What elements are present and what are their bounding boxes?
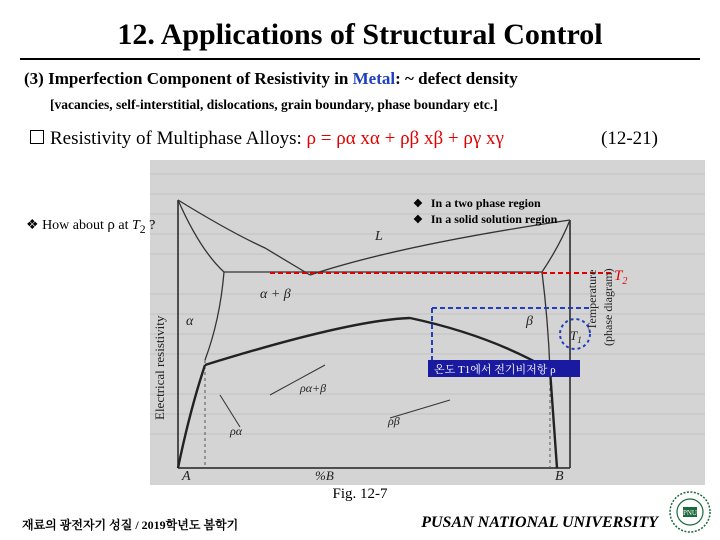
question-suffix: ? bbox=[145, 218, 156, 233]
page-title: 12. Applications of Structural Control bbox=[117, 18, 603, 51]
x-label-percent-b: %B bbox=[315, 468, 334, 483]
label-rho-alpha: ρα bbox=[230, 424, 243, 438]
note-solid-solution bbox=[413, 212, 557, 227]
t1-label: $T_1$ bbox=[570, 328, 582, 345]
label-rho-beta: ρβ bbox=[388, 414, 400, 428]
label-alpha: α bbox=[186, 314, 194, 329]
subtitle-suffix: : ~ defect density bbox=[395, 69, 518, 88]
resistivity-formula: ρ = ρα xα + ρβ xβ + ργ xγ bbox=[306, 128, 504, 149]
question-middle: at bbox=[114, 218, 132, 233]
label-beta: β bbox=[526, 314, 533, 329]
subtitle-metal: Metal bbox=[352, 69, 396, 88]
square-bullet-icon bbox=[30, 130, 44, 144]
korean-caption: 온도 T1에서 전기비저항 ρ bbox=[434, 364, 556, 376]
right-label-phase-diagram: (phase diagram) bbox=[601, 268, 615, 346]
university-logo-icon bbox=[668, 490, 712, 534]
label-alpha-beta: α + β bbox=[260, 287, 291, 302]
diamond-bullet-icon: ❖ bbox=[413, 214, 423, 226]
subtitle bbox=[24, 69, 518, 89]
note-two-phase bbox=[413, 196, 541, 211]
figure-caption: Fig. 12-7 bbox=[332, 486, 388, 502]
section-label: Resistivity of Multiphase Alloys: bbox=[50, 128, 307, 149]
question-rho: ρ bbox=[107, 217, 115, 233]
question-prefix: How about bbox=[42, 218, 108, 233]
equation-number: (12-21) bbox=[601, 128, 658, 149]
label-liquid: L bbox=[375, 229, 383, 244]
x-label-b: B bbox=[555, 469, 564, 484]
question-line bbox=[26, 217, 155, 236]
note-two-phase-text: In a two phase region bbox=[430, 196, 541, 210]
subtitle-prefix: (3) Imperfection Component of Resistivity in bbox=[24, 69, 353, 88]
logo-text: PNU bbox=[682, 509, 698, 517]
question-t: T bbox=[132, 218, 140, 233]
footer-university: PUSAN NATIONAL UNIVERSITY bbox=[421, 514, 658, 531]
diamond-bullet-icon: ❖ bbox=[26, 218, 43, 233]
diamond-bullet-icon: ❖ bbox=[413, 198, 423, 210]
note-solid-solution-text: In a solid solution region bbox=[430, 212, 558, 226]
label-rho-alpha-beta: ρα+β bbox=[300, 381, 327, 395]
section-bullet bbox=[30, 128, 504, 150]
t2-label: $T_2$ bbox=[614, 268, 628, 287]
x-label-a: A bbox=[182, 469, 191, 484]
title-divider bbox=[20, 58, 700, 60]
right-label-temperature: Temperature bbox=[585, 269, 599, 330]
footer-course: 재료의 광전자기 성질 / 2019학년도 봄학기 bbox=[22, 518, 239, 532]
question-sub: 2 bbox=[139, 222, 146, 236]
defects-line: [vacancies, self-interstitial, dislocations, grain boundary, phase boundary etc.] bbox=[50, 97, 498, 112]
y-axis-label: Electrical resistivity bbox=[152, 315, 167, 420]
